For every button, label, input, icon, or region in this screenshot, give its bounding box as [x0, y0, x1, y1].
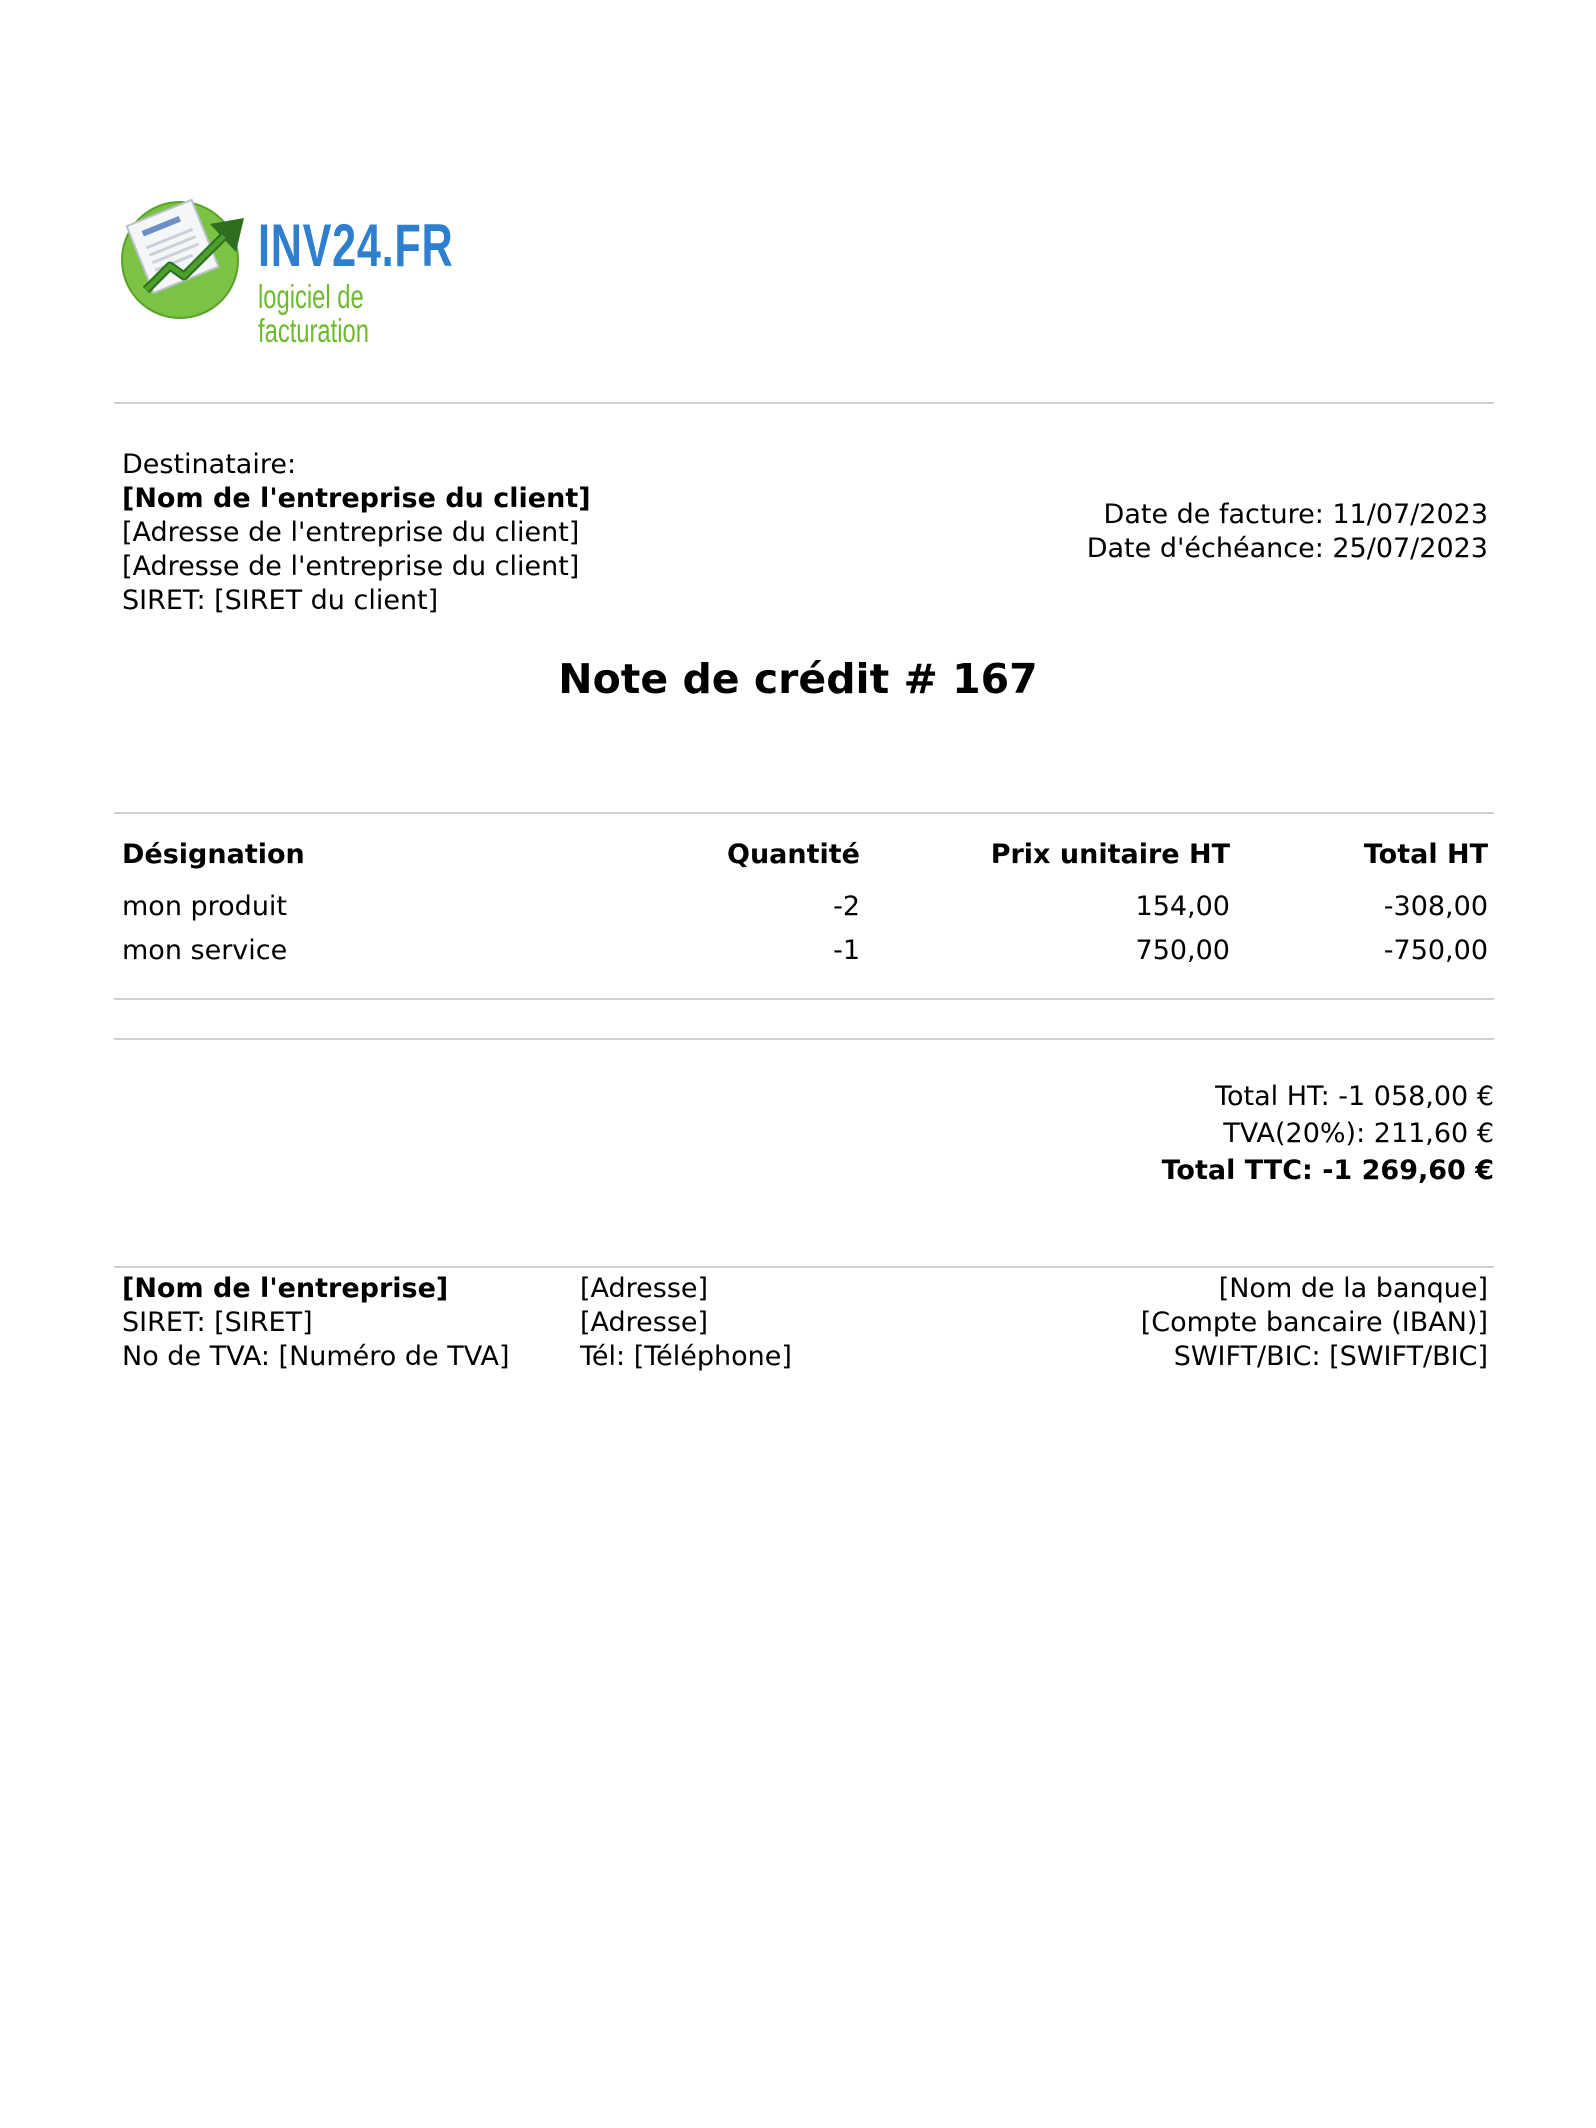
footer-bank-name: [Nom de la banque]: [1218, 1273, 1488, 1304]
totals-block: [1000, 1078, 1494, 1189]
table-bottom-divider: [114, 998, 1494, 1000]
recipient-block: [122, 448, 591, 618]
document-title: Note de crédit # 167: [558, 655, 1038, 703]
header-unit-price: Prix unitaire HT: [990, 839, 1230, 870]
row-designation: mon service: [122, 935, 288, 966]
totals-divider: [114, 1038, 1494, 1040]
row-quantity: -1: [833, 935, 860, 966]
row-total: -308,00: [1383, 891, 1488, 922]
footer-address-2: [Adresse]: [580, 1307, 709, 1338]
row-total: -750,00: [1383, 935, 1488, 966]
invoice-date: Date de facture: 11/07/2023: [1103, 499, 1488, 530]
recipient-address-2: [Adresse de l'entreprise du client]: [122, 551, 580, 582]
header-divider: [114, 402, 1494, 404]
row-designation: mon produit: [122, 891, 288, 922]
footer-siret: SIRET: [SIRET]: [122, 1307, 313, 1338]
table-top-divider: [114, 812, 1494, 814]
footer-company-name: [Nom de l'entreprise]: [122, 1273, 449, 1304]
total-ht: Total HT: -1 058,00 €: [1215, 1081, 1494, 1112]
footer-swift: SWIFT/BIC: [SWIFT/BIC]: [1173, 1341, 1488, 1372]
header-designation: Désignation: [122, 839, 305, 870]
row-unit-price: 154,00: [1135, 891, 1230, 922]
invoice-chart-icon: [118, 192, 248, 322]
recipient-address-1: [Adresse de l'entreprise du client]: [122, 517, 580, 548]
header-total: Total HT: [1363, 839, 1488, 870]
due-date: Date d'échéance: 25/07/2023: [1086, 533, 1488, 564]
footer-bank-block: [1000, 1272, 1488, 1374]
row-unit-price: 750,00: [1135, 935, 1230, 966]
recipient-company: [Nom de l'entreprise du client]: [122, 483, 591, 514]
total-ttc: Total TTC: -1 269,60 €: [1161, 1155, 1494, 1186]
row-quantity: -2: [833, 891, 860, 922]
recipient-siret: SIRET: [SIRET du client]: [122, 585, 439, 616]
footer-address-block: [580, 1272, 792, 1374]
footer-company-block: [122, 1272, 509, 1374]
footer-phone: Tél: [Téléphone]: [580, 1341, 792, 1372]
recipient-label: Destinataire:: [122, 449, 297, 480]
footer-tva-number: No de TVA: [Numéro de TVA]: [122, 1341, 510, 1372]
dates-block: [1000, 498, 1488, 566]
footer-iban: [Compte bancaire (IBAN)]: [1140, 1307, 1488, 1338]
logo-tagline: logiciel de facturation: [258, 278, 369, 349]
header-quantity: Quantité: [727, 839, 860, 870]
logo-brand-text: INV24.FR: [258, 212, 454, 279]
company-logo: [118, 192, 498, 349]
footer-divider: [114, 1266, 1494, 1268]
footer-address-1: [Adresse]: [580, 1273, 709, 1304]
tva-amount: TVA(20%): 211,60 €: [1223, 1118, 1494, 1149]
